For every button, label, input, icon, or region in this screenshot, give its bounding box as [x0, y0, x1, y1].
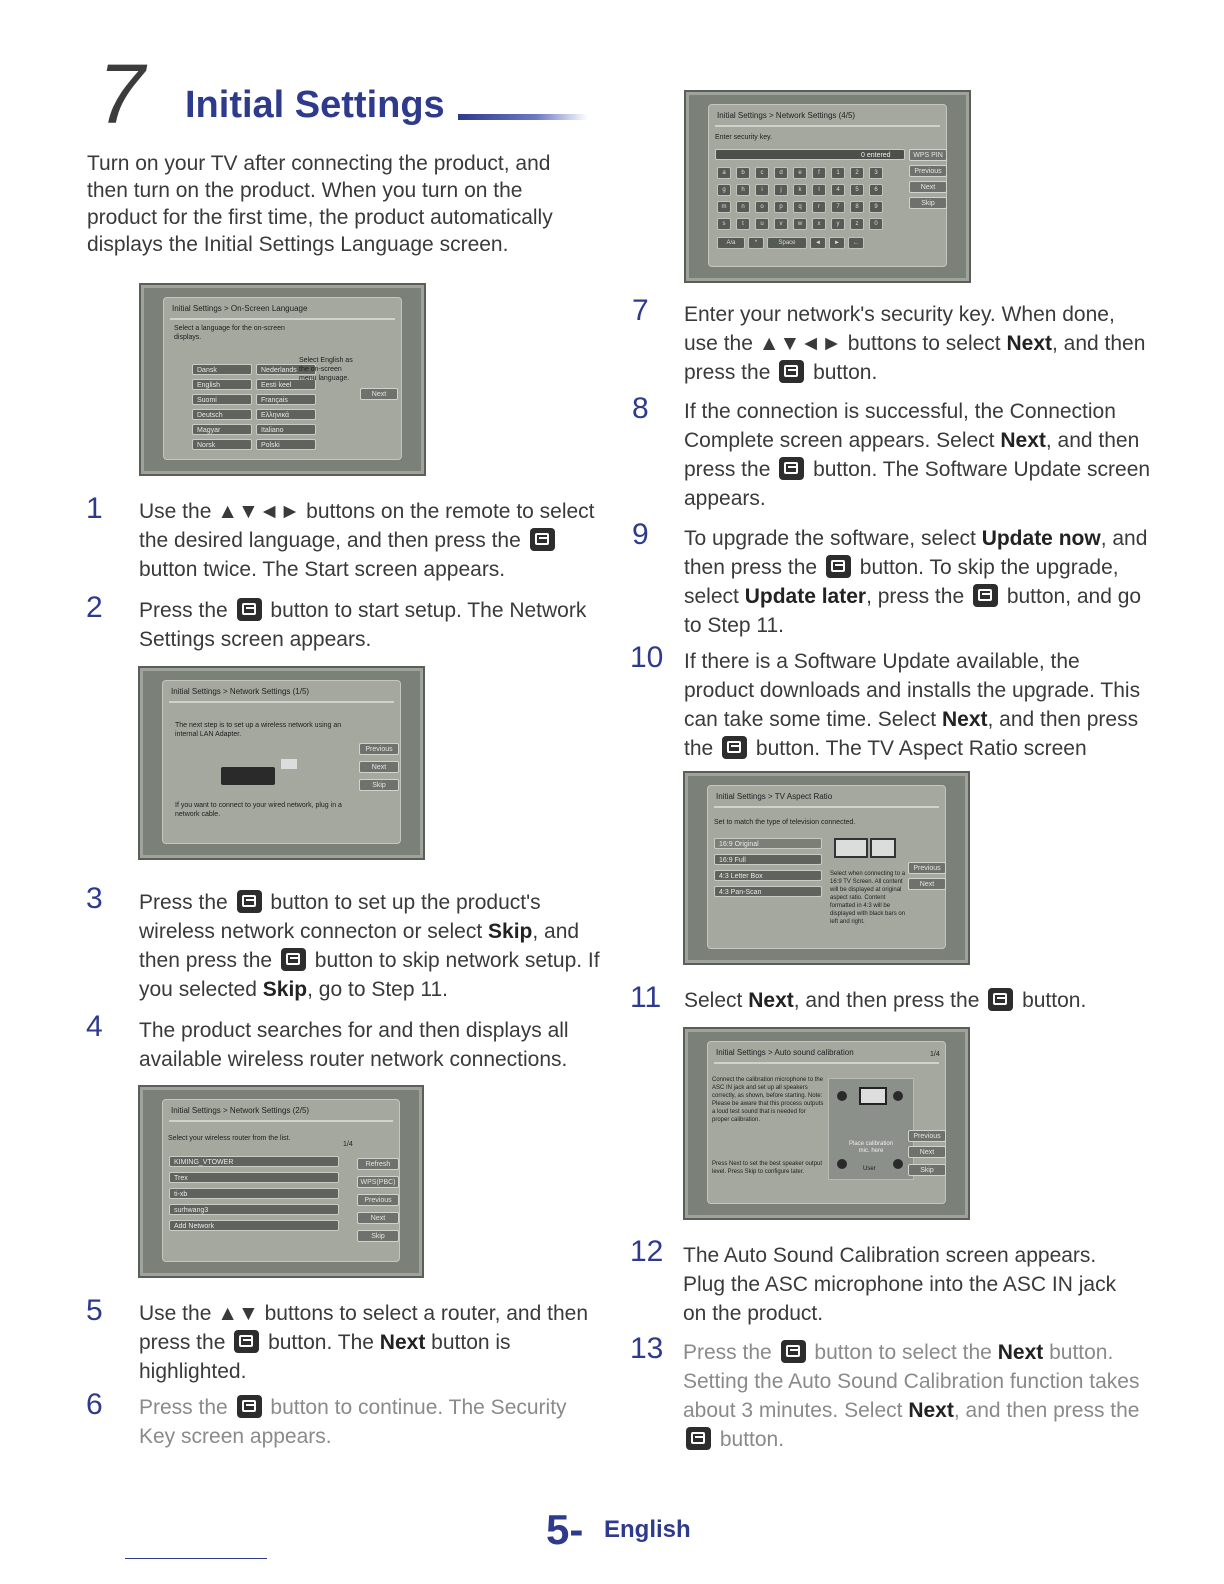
keypad-key[interactable]: i — [755, 184, 769, 196]
network-settings-1-screenshot — [138, 666, 425, 860]
language-option[interactable]: Polski — [256, 439, 316, 450]
step-number: 12 — [630, 1235, 664, 1268]
screen-header: Initial Settings > Network Settings (2/5) — [171, 1106, 310, 1115]
title-underline — [458, 114, 588, 120]
keypad-key[interactable]: ► — [829, 237, 845, 249]
step-number: 13 — [630, 1332, 664, 1365]
keypad-key[interactable]: 1 — [831, 167, 845, 179]
step-text: The Auto Sound Calibration screen appears. Plug the ASC microphone into the ASC IN jack on the product. — [683, 1244, 1117, 1325]
enter-button-icon — [988, 988, 1013, 1011]
tv-aspect-ratio-screenshot — [683, 771, 970, 965]
language-help: Select English as the on-screen menu language. — [299, 357, 353, 382]
skip-button[interactable]: Skip — [359, 779, 399, 791]
screen-divider — [170, 318, 395, 320]
speaker-icon — [837, 1159, 847, 1169]
keypad-key[interactable]: Space — [767, 237, 807, 249]
diagram-label: Place calibration mic. here — [848, 1141, 894, 1154]
next-button[interactable]: Next — [908, 1146, 946, 1158]
enter-button-icon — [779, 360, 804, 383]
step-text: If the connection is successful, the Connection Complete screen appears. Select Next, and then press the button. The Software Update screen appears. — [684, 400, 1151, 510]
chapter-number: 7 — [98, 47, 145, 141]
keypad-key[interactable]: k — [793, 184, 807, 196]
enter-button-icon — [281, 948, 306, 971]
keypad-key[interactable]: ◄ — [810, 237, 826, 249]
keypad-key[interactable]: 4 — [831, 184, 845, 196]
keypad-key[interactable]: 2 — [850, 167, 864, 179]
skip-button[interactable]: Skip — [357, 1230, 399, 1242]
keypad-key[interactable]: 6 — [869, 184, 883, 196]
keypad-key[interactable]: w — [793, 218, 807, 230]
language-screenshot — [139, 283, 426, 476]
keypad-key[interactable]: x — [812, 218, 826, 230]
keypad-key[interactable]: l — [812, 184, 826, 196]
step-number: 6 — [86, 1388, 103, 1421]
step-number: 7 — [632, 294, 649, 327]
previous-button[interactable]: Previous — [908, 862, 946, 874]
step-number: 8 — [632, 392, 649, 425]
screen-header: Initial Settings > Auto sound calibration — [716, 1048, 854, 1057]
entered-count: 0 entered — [861, 152, 891, 159]
step-text: Press the button to continue. The Security Key screen appears. — [139, 1396, 567, 1448]
chapter-title: Initial Settings — [185, 84, 445, 126]
next-button[interactable]: Next — [908, 878, 946, 890]
step-text: If there is a Software Update available, the product downloads and installs the upgrade. This can take some time. Select Next, and then press the button. The TV Aspect Ratio screen — [684, 650, 1141, 760]
keypad-key[interactable]: q — [793, 201, 807, 213]
speaker-icon — [893, 1091, 903, 1101]
step-number: 1 — [86, 492, 103, 525]
language-option[interactable]: Nederlands — [256, 364, 316, 375]
keypad-key[interactable]: 5 — [850, 184, 864, 196]
language-option[interactable]: Deutsch — [192, 409, 252, 420]
screen-divider — [714, 806, 939, 808]
step-number: 5 — [86, 1294, 103, 1327]
keypad-key[interactable]: o — [755, 201, 769, 213]
next-button[interactable]: Next — [357, 1212, 399, 1224]
keypad-key[interactable]: * — [748, 237, 764, 249]
enter-button-icon — [237, 890, 262, 913]
screen-prompt: Select a language for the on-screen displays. — [174, 325, 285, 341]
speaker-icon — [893, 1159, 903, 1169]
keypad-key[interactable]: h — [736, 184, 750, 196]
language-option[interactable]: English — [192, 379, 252, 390]
step-number: 9 — [632, 518, 649, 551]
router-icon — [281, 759, 297, 769]
language-option[interactable]: Suomi — [192, 394, 252, 405]
aspect-option[interactable]: 4:3 Pan-Scan — [714, 886, 822, 897]
keypad-key[interactable]: ← — [848, 237, 864, 249]
step-text: Use the ▲▼◄► buttons on the remote to select the desired language, and then press the button twice. The Start screen appears. — [139, 500, 595, 581]
enter-button-icon — [530, 528, 555, 551]
keypad-key[interactable]: e — [793, 167, 807, 179]
keypad-key[interactable]: g — [717, 184, 731, 196]
screen-divider — [714, 1062, 939, 1064]
enter-button-icon — [779, 457, 804, 480]
keypad-key[interactable]: a — [717, 167, 731, 179]
enter-button-icon — [237, 1395, 262, 1418]
aspect-option[interactable]: 4:3 Letter Box — [714, 870, 822, 881]
tv-preview-icon — [870, 838, 896, 858]
screen-footer: If you want to connect to your wired network, plug in a network cable. — [175, 802, 342, 818]
screen-message: The next step is to set up a wireless network using an internal LAN Adapter. — [175, 722, 342, 738]
previous-button[interactable]: Previous — [908, 1130, 946, 1142]
step-number: 10 — [630, 641, 664, 674]
keypad-key[interactable]: r — [812, 201, 826, 213]
screen-message: Enter security key. — [715, 134, 773, 141]
screen-header: Initial Settings > Network Settings (4/5) — [717, 111, 856, 120]
network-settings-2-screenshot — [138, 1085, 424, 1278]
tv-preview-icon — [834, 838, 868, 858]
previous-button[interactable]: Previous — [359, 743, 399, 755]
router-item[interactable]: ti-xb — [169, 1188, 339, 1199]
speaker-diagram — [828, 1078, 914, 1180]
skip-button[interactable]: Skip — [909, 197, 947, 209]
footer-rule — [125, 1558, 267, 1559]
enter-button-icon — [234, 1330, 259, 1353]
enter-button-icon — [826, 555, 851, 578]
screen-divider — [169, 1120, 393, 1122]
auto-sound-calibration-screenshot — [683, 1027, 970, 1220]
keypad-key[interactable]: c — [755, 167, 769, 179]
screen-message: Connect the calibration microphone to the ASC IN jack and set up all speakers correctly, as shown, before starting. Note: Please be aware that this process outputs a loud test sound that is needed for proper calibration. — [712, 1077, 824, 1123]
keypad-key[interactable]: y — [831, 218, 845, 230]
tv-icon — [859, 1087, 887, 1105]
keypad-key[interactable]: b — [736, 167, 750, 179]
keypad-key[interactable]: A/a — [717, 237, 745, 249]
screen-divider — [715, 125, 940, 127]
previous-button[interactable]: Previous — [909, 165, 947, 177]
step-number: 4 — [86, 1010, 103, 1043]
step-text: Press the button to start setup. The Network Settings screen appears. — [139, 599, 587, 651]
aspect-help: Select when connecting to a 16:9 TV Screen. All content will be displayed at original aspect ratio. Content formatted in 4:3 will be displayed with black bars on left and right. — [830, 871, 906, 925]
step-text: Press the button to set up the product's wireless network connecton or select Skip, and then press the button to skip network setup. If you selected Skip, go to Step 11. — [139, 891, 600, 1001]
keypad-key[interactable]: m — [717, 201, 731, 213]
wps-pin-button[interactable]: WPS PIN — [909, 149, 947, 161]
enter-button-icon — [973, 584, 998, 607]
keypad-key[interactable]: 9 — [869, 201, 883, 213]
page-language: English — [604, 1516, 691, 1543]
wps-pbc-button[interactable]: WPS(PBC) — [357, 1176, 399, 1188]
aspect-option[interactable]: 16:9 Original — [714, 838, 822, 849]
user-label: User — [863, 1166, 876, 1172]
language-option[interactable]: Eesti keel — [256, 379, 316, 390]
screen-divider — [169, 701, 394, 703]
step-text: Enter your network's security key. When done, use the ▲▼◄► buttons to select Next, and then press the button. — [684, 303, 1146, 384]
language-option[interactable]: Français — [256, 394, 316, 405]
screen-message: Select your wireless router from the list. — [168, 1135, 291, 1142]
previous-button[interactable]: Previous — [357, 1194, 399, 1206]
keypad-key[interactable]: p — [774, 201, 788, 213]
keypad-key[interactable]: j — [774, 184, 788, 196]
step-text: Use the ▲▼ buttons to select a router, and then press the button. The Next button is highlighted. — [139, 1302, 588, 1383]
enter-button-icon — [722, 736, 747, 759]
page-count: 1/4 — [930, 1051, 940, 1058]
keypad-key[interactable]: f — [812, 167, 826, 179]
router-item[interactable]: Add Network — [169, 1220, 339, 1231]
step-text: To upgrade the software, select Update now, and then press the button. To skip the upgrade, select Update later, press the button, and go to Step 11. — [684, 527, 1148, 637]
screen-header: Initial Settings > On-Screen Language — [172, 304, 308, 313]
skip-button[interactable]: Skip — [908, 1164, 946, 1176]
adapter-device-icon — [221, 767, 275, 785]
enter-button-icon — [781, 1340, 806, 1363]
aspect-option[interactable]: 16:9 Full — [714, 854, 822, 865]
screen-message: Set to match the type of television connected. — [714, 819, 856, 826]
router-item[interactable]: Trex — [169, 1172, 339, 1183]
step-text: Select Next, and then press the button. — [684, 989, 1087, 1012]
enter-button-icon — [237, 598, 262, 621]
language-option[interactable]: Italiano — [256, 424, 316, 435]
next-button[interactable]: Next — [359, 761, 399, 773]
security-key-screenshot — [684, 90, 971, 283]
keypad-key[interactable]: 0 — [869, 218, 883, 230]
next-button[interactable]: Next — [909, 181, 947, 193]
keypad-key[interactable]: z — [850, 218, 864, 230]
language-option[interactable]: Ελληνικά — [256, 409, 316, 420]
intro-paragraph: Turn on your TV after connecting the product, and then turn on the product. When you turn on the product for the first time, the product automatically displays the Initial Settings Language screen. — [87, 152, 553, 256]
keypad-key[interactable]: d — [774, 167, 788, 179]
refresh-button[interactable]: Refresh — [357, 1158, 399, 1170]
keypad-key[interactable]: u — [755, 218, 769, 230]
language-option[interactable]: Magyar — [192, 424, 252, 435]
enter-button-icon — [686, 1427, 711, 1450]
step-number: 2 — [86, 591, 103, 624]
next-button[interactable]: Next — [360, 388, 398, 400]
step-text: Press the button to select the Next button. Setting the Auto Sound Calibration function takes about 3 minutes. Select Next, and then press the button. — [683, 1341, 1140, 1451]
language-option[interactable]: Dansk — [192, 364, 252, 375]
keypad-key[interactable]: s — [717, 218, 731, 230]
keypad-key[interactable]: 3 — [869, 167, 883, 179]
router-item[interactable]: KIMING_VTOWER — [169, 1156, 339, 1167]
keypad-key[interactable]: n — [736, 201, 750, 213]
screen-header: Initial Settings > Network Settings (1/5) — [171, 687, 310, 696]
step-number: 11 — [630, 981, 662, 1014]
step-text: The product searches for and then displays all available wireless router network connections. — [139, 1019, 569, 1071]
screen-header: Initial Settings > TV Aspect Ratio — [716, 792, 833, 801]
router-item[interactable]: surhwang3 — [169, 1204, 339, 1215]
step-number: 3 — [86, 882, 103, 915]
speaker-icon — [837, 1091, 847, 1101]
keypad-key[interactable]: 8 — [850, 201, 864, 213]
keypad-key[interactable]: 7 — [831, 201, 845, 213]
keypad-key[interactable]: v — [774, 218, 788, 230]
keypad-key[interactable]: t — [736, 218, 750, 230]
page-number: 5- — [546, 1506, 584, 1553]
language-option[interactable]: Norsk — [192, 439, 252, 450]
screen-message-2: Press Next to set the best speaker output level. Press Skip to configure later. — [712, 1161, 823, 1175]
list-count: 1/4 — [343, 1141, 353, 1148]
